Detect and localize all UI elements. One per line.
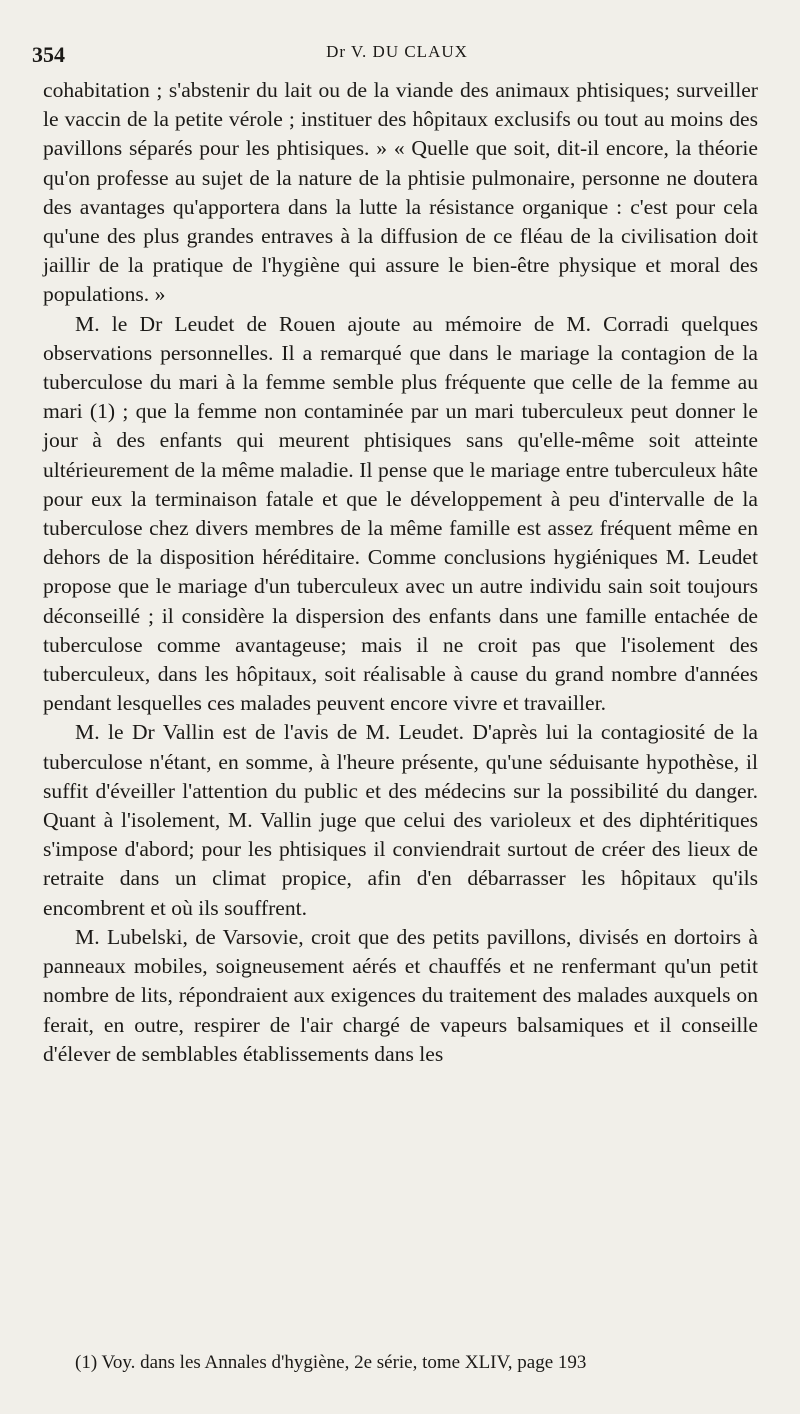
footnote: (1) Voy. dans les Annales d'hygiène, 2e série, tome XLIV, page 193 bbox=[75, 1352, 587, 1373]
page-header bbox=[32, 36, 762, 76]
page-number: 354 bbox=[32, 42, 65, 67]
paragraph-4: M. Lubelski, de Varsovie, croit que des petits pavillons, divisés en dortoirs à panneaux mobiles, soigneusement aérés et chauffés et ne renfermant qu'un petit nombre de lits, répondraient aux exigences du traitement des malades auxquels on ferait, en outre, respirer de l'air chargé de vapeurs balsamiques et il conseille d'élever de semblables établissements dans les bbox=[43, 924, 758, 1066]
body-text bbox=[43, 76, 758, 1069]
paragraph-2: M. le Dr Leudet de Rouen ajoute au mémoire de M. Corradi quelques observations personnelles. Il a remarqué que dans le mariage la contagion de la tuberculose du mari à la femme semble plus fréquente que celle de la femme au mari (1) ; que la femme non contaminée par un mari tuberculeux peut donner le jour à des enfants qui meurent phtisiques sans qu'elle-même soit atteinte ultérieurement de la même maladie. Il pense que le mariage entre tuberculeux hâte pour eux la terminaison fatale et que le développement à peu d'intervalle de la tuberculose chez divers membres de la même famille est assez fréquent même en dehors de la disposition héréditaire. Comme conclusions hygiéniques M. Leudet propose que le mariage d'un tuberculeux avec un autre individu sain soit toujours déconseillé ; il considère la dispersion des enfants dans une famille entachée de tuberculose comme avantageuse; mais il ne croit pas que l'isolement des tuberculeux, dans les hôpitaux, soit réalisable à cause du grand nombre d'années pendant lesquelles ces malades peuvent encore vivre et travailler. bbox=[43, 311, 758, 716]
paragraph-1: cohabitation ; s'abstenir du lait ou de la viande des animaux phtisiques; surveiller le vaccin de la petite vérole ; instituer des hôpitaux exclusifs ou tout au moins des pavillons séparés pour les phtisiques. » « Quelle que soit, dit-il encore, la théorie qu'on professe au sujet de la nature de la phtisie pulmonaire, personne ne doutera des avantages qu'apportera dans la lutte la résistance organique : c'est pour cela qu'une des plus grandes entraves à la diffusion de ce fléau de la civilisation doit jaillir de la pratique de l'hygiène qui assure le bien-être physique et moral des populations. » bbox=[43, 78, 758, 307]
running-head: Dr V. DU CLAUX bbox=[326, 42, 468, 61]
paragraph-3: M. le Dr Vallin est de l'avis de M. Leudet. D'après lui la contagiosité de la tuberculose n'étant, en somme, à l'heure présente, qu'une séduisante hypothèse, il suffit d'éveiller l'attention du public et des médecins sur la possibilité du danger. Quant à l'isolement, M. Vallin juge que celui des varioleux et des diphtéritiques s'impose d'abord; pour les phtisiques il conviendrait surtout de créer des lieux de retraite dans un climat propice, afin d'en débarrasser les hôpitaux qu'ils encombrent et où ils souffrent. bbox=[43, 720, 758, 920]
